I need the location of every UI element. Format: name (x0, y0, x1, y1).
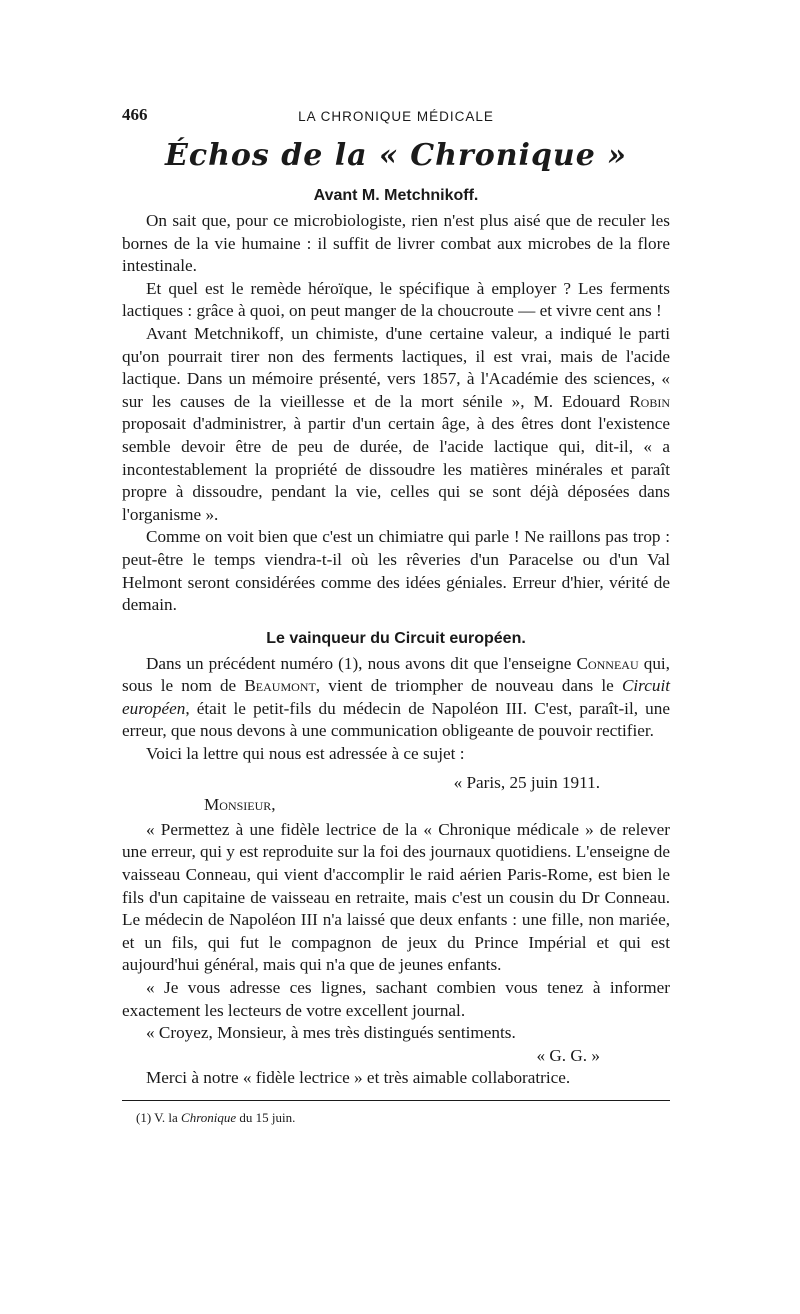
letter-date: « Paris, 25 juin 1911. (453, 772, 600, 792)
article-1-paragraph-4: Comme on voit bien que c'est un chimiatre qui parle ! Ne raillons pas trop : peut-être le temps viendra-t-il où les rêveries d'un Paracelse ou d'un Val Helmont seront considérées comme des idées géniales. Erreur d'hier, vérité de demain. (122, 527, 670, 615)
article-1-paragraph-2: Et quel est le remède héroïque, le spécifique à employer ? Les ferments lactiques : grâce à quoi, on peut manger de la choucroute — et vivre cent ans ! (122, 278, 670, 321)
paragraph-text: , était le petit-fils du médecin de Napoléon III. C'est, paraît-il, une erreur, que nous devons à une communication obligeante de pouvoir rectifier. (122, 698, 670, 741)
closing-line: Merci à notre « fidèle lectrice » et très aimable collaboratrice. (146, 1068, 571, 1088)
journal-title: LA CHRONIQUE MÉDICALE (298, 109, 494, 124)
article-1-paragraph-3 (122, 323, 670, 526)
letter-paragraph-2: « Je vous adresse ces lignes, sachant combien vous tenez à informer exactement les lecteurs de votre excellent journal. (122, 978, 670, 1020)
footnote-divider (122, 1100, 670, 1101)
person-name-conneau: Conneau (576, 653, 639, 673)
letter-paragraph-3: « Croyez, Monsieur, à mes très distingués sentiments. (146, 1023, 516, 1043)
running-head (122, 100, 670, 124)
paragraph-text: proposait d'administrer, à partir d'un certain âge, à des êtres dont l'existence semble devoir être de peu de durée, de l'acide lactique qui, dit-il, « a incontestablement la propriété de dissoudre les matières minérales et paraît propre à dissoudre, pendant la vie, celles qui se sont déjà déposées dans l'organisme ». (122, 414, 670, 524)
footnote-text: (1) V. la (136, 1109, 182, 1125)
article-2-title: Le vainqueur du Circuit européen. (266, 629, 526, 647)
article-2-paragraph-1 (122, 653, 670, 743)
footnote-italic: Chronique (181, 1109, 237, 1125)
letter-signature: « G. G. » (536, 1045, 600, 1065)
person-name-robin: Robin (629, 391, 670, 411)
article-1-paragraph-1: On sait que, pour ce microbiologiste, rien n'est plus aisé que de reculer les bornes de la vie humaine : il suffit de livrer combat aux microbes de la flore intestinale. (122, 211, 670, 276)
article-2-paragraph-2: Voici la lettre qui nous est adressée à ce sujet : (146, 744, 465, 764)
paragraph-text: Dans un précédent numéro (1), nous avons dit que l'enseigne (146, 653, 577, 673)
italic-circuit-europeen: Circuit européen (122, 676, 670, 718)
article-1-title: Avant M. Metchnikoff. (313, 187, 479, 204)
paragraph-text: qui, sous le nom de (122, 653, 670, 696)
page-number: 466 (122, 105, 148, 124)
paragraph-text: , vient de triompher de nouveau dans le (315, 676, 622, 696)
footnote (122, 1109, 670, 1126)
section-title: Échos de la « Chronique » (164, 138, 628, 173)
person-name-beaumont: Beaumont (244, 676, 316, 696)
paragraph-text: Avant Metchnikoff, un chimiste, d'une certaine valeur, a indiqué le parti qu'on pourrait tirer non des ferments lactiques, il est vrai, mais de l'acide lactique. Dans un mémoire présenté, vers 1857, à l'Académie des sciences, « sur les causes de la vieillesse et de la mort sénile », M. Edouard (122, 323, 670, 411)
letter-paragraph-1: « Permettez à une fidèle lectrice de la « Chronique médicale » de relever une erreur, qui y est reproduite sur la foi des journaux quotidiens. L'enseigne de vaisseau Conneau, qui vient d'accomplir le raid aérien Paris-Rome, est bien le fils d'un capitaine de vaisseau en retraite, mais c'est un cousin du Dr Conneau. Le médecin de Napoléon III n'a laissé que deux enfants : une fille, non mariée, et un fils, qui fut le compagnon de jeux du Prince Impérial et qui est aujourd'hui général, mais qui n'a que de jeunes enfants. (122, 819, 670, 975)
footnote-text: du 15 juin. (236, 1109, 296, 1125)
document-page (122, 100, 670, 1126)
letter-salutation: Monsieur, (204, 795, 276, 815)
